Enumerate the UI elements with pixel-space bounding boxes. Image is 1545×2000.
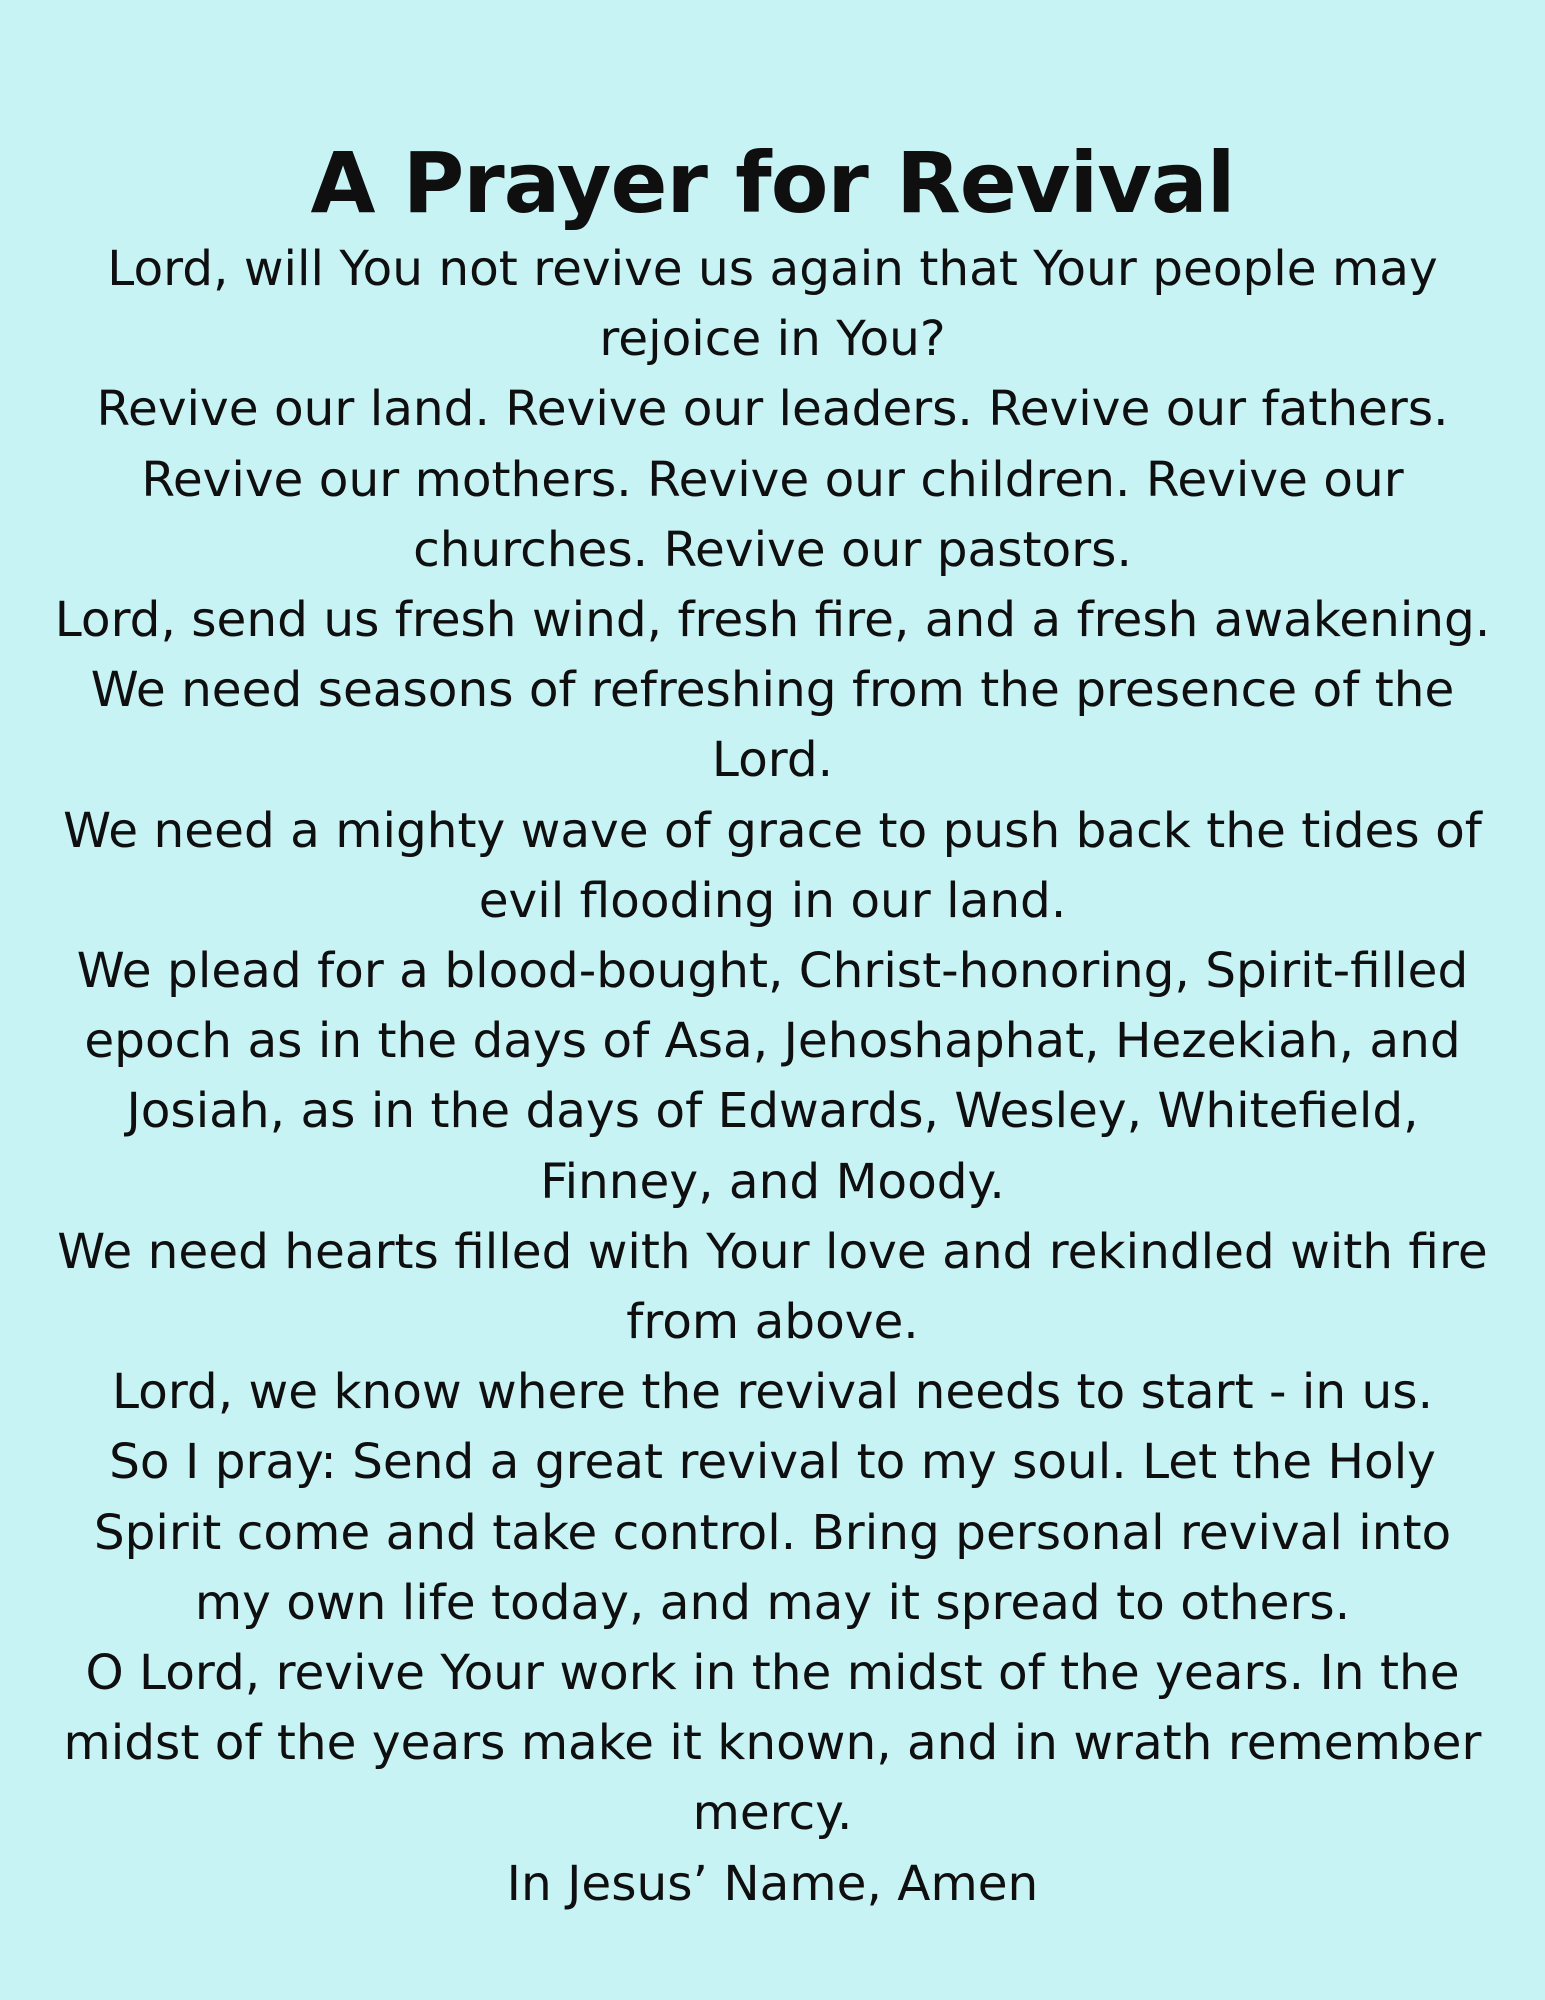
prayer-closing: In Jesus’ Name, Amen bbox=[506, 1855, 1039, 1912]
prayer-body bbox=[53, 234, 1493, 1919]
prayer-paragraph: We need hearts filled with Your love and rekindled with fire from above. bbox=[57, 1223, 1488, 1351]
prayer-paragraph: Lord, we know where the revival needs to start - in us. bbox=[112, 1364, 1433, 1421]
prayer-paragraph: So I pray: Send a great revival to my soul. Let the Holy Spirit come and take control. Bring personal revival into my own life today, and may it spread to others. bbox=[93, 1434, 1452, 1631]
prayer-paragraph: We plead for a blood-bought, Christ-honoring, Spirit-filled epoch as in the days of Asa, Jehoshaphat, Hezekiah, and Josiah, as in the days of Edwards, Wesley, Whitefield, Finney, and Moody. bbox=[76, 943, 1469, 1210]
prayer-paragraph: O Lord, revive Your work in the midst of the years. In the midst of the years make it known, and in wrath remember mercy. bbox=[63, 1645, 1482, 1842]
page-title: A Prayer for Revival bbox=[310, 134, 1235, 232]
prayer-paragraph: Lord, will You not revive us again that Your people may rejoice in You? bbox=[107, 241, 1438, 368]
prayer-paragraph: Revive our land. Revive our leaders. Revive our fathers. Revive our mothers. Revive our children. Revive our churches. Revive our pastors. bbox=[96, 381, 1449, 578]
prayer-paragraph: Lord, send us fresh wind, fresh fire, and a fresh awakening. bbox=[54, 592, 1491, 649]
prayer-paragraph: We need seasons of refreshing from the presence of the Lord. bbox=[90, 662, 1455, 789]
prayer-paragraph: We need a mighty wave of grace to push back the tides of evil flooding in our land. bbox=[63, 802, 1482, 929]
